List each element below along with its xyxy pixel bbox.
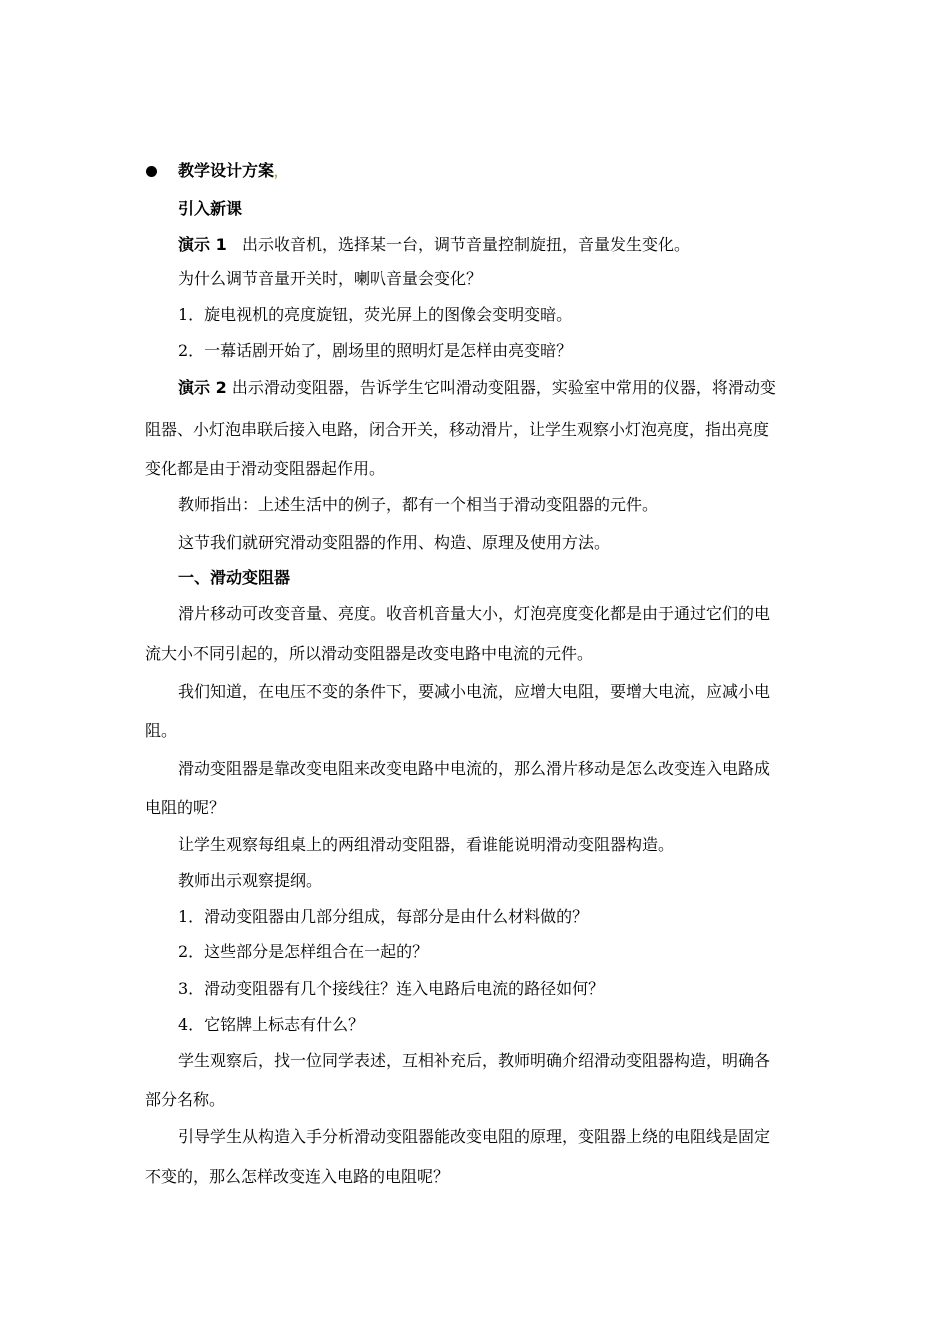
para6-line1: 学生观察后，找一位同学表述，互相补充后，教师明确介绍滑动变阻器构造，明确各 xyxy=(178,1051,771,1070)
section-heading: 教学设计方案， xyxy=(178,161,287,180)
para3-line2: 电阻的呢？ xyxy=(145,798,226,817)
subheading-intro: 引入新课 xyxy=(178,199,243,218)
demo2-line2: 阻器、小灯泡串联后接入电路，闭合开关，移动滑片，让学生观察小灯泡亮度，指出亮度 xyxy=(145,420,770,439)
list-item: 1．旋电视机的亮度旋钮，荧光屏上的图像会变明变暗。 xyxy=(178,305,573,324)
heading-mark: ， xyxy=(274,165,287,179)
lesson-intro: 这节我们就研究滑动变阻器的作用、构造、原理及使用方法。 xyxy=(178,533,611,552)
para3-line1: 滑动变阻器是靠改变电阻来改变电路中电流的，那么滑片移动是怎么改变连入电路成 xyxy=(178,759,771,778)
para5: 教师出示观察提纲。 xyxy=(178,871,323,890)
teacher-note: 教师指出：上述生活中的例子，都有一个相当于滑动变阻器的元件。 xyxy=(178,495,659,514)
para1-line1: 滑片移动可改变音量、亮度。收音机音量大小，灯泡亮度变化都是由于通过它们的电 xyxy=(178,604,771,623)
para6-line2: 部分名称。 xyxy=(145,1090,226,1109)
para2-line1: 我们知道，在电压不变的条件下，要减小电流，应增大电阻，要增大电流，应减小电 xyxy=(178,682,771,701)
outline-item: 4．它铭牌上标志有什么？ xyxy=(178,1015,365,1034)
demo1-text: 出示收音机，选择某一台，调节音量控制旋扭，音量发生变化。 xyxy=(241,235,690,254)
demo1-line xyxy=(178,234,690,256)
para7-line2: 不变的，那么怎样改变连入电路的电阻呢？ xyxy=(145,1167,450,1186)
section1-heading: 一、滑动变阻器 xyxy=(178,568,291,587)
bullet-icon xyxy=(146,166,157,177)
outline-item: 1．滑动变阻器由几部分组成，每部分是由什么材料做的？ xyxy=(178,907,589,926)
demo2-label: 演示 2 xyxy=(178,378,227,397)
demo2-line1: 演示 2 出示滑动变阻器，告诉学生它叫滑动变阻器，实验室中常用的仪器，将滑动变 xyxy=(178,378,776,397)
outline-item: 2．这些部分是怎样组合在一起的？ xyxy=(178,942,429,961)
para2-line2: 阻。 xyxy=(145,721,178,740)
para4: 让学生观察每组桌上的两组滑动变阻器，看谁能说明滑动变阻器构造。 xyxy=(178,835,675,854)
list-item: 2．一幕话剧开始了，剧场里的照明灯是怎样由亮变暗？ xyxy=(178,341,573,360)
para7-line1: 引导学生从构造入手分析滑动变阻器能改变电阻的原理，变阻器上绕的电阻线是固定 xyxy=(178,1127,771,1146)
demo1-label: 演示 1 xyxy=(178,235,227,254)
question-line: 为什么调节音量开关时，喇叭音量会变化？ xyxy=(178,269,483,288)
para1-line2: 流大小不同引起的，所以滑动变阻器是改变电路中电流的元件。 xyxy=(145,644,594,663)
outline-item: 3．滑动变阻器有几个接线往？连入电路后电流的路径如何？ xyxy=(178,979,605,998)
demo2-line3: 变化都是由于滑动变阻器起作用。 xyxy=(145,459,386,478)
